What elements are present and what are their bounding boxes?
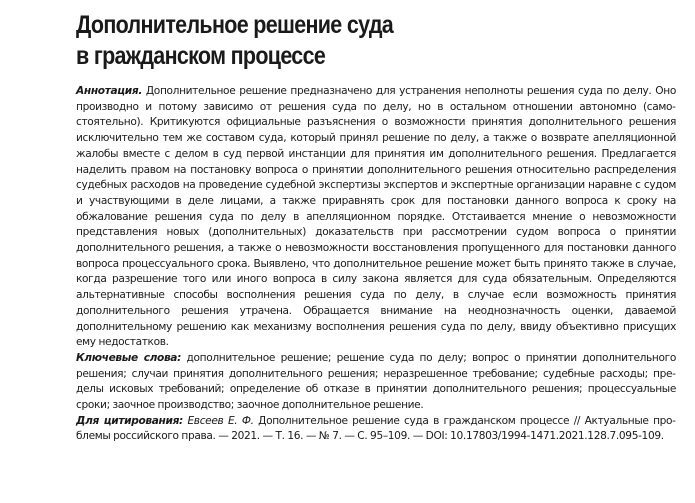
citation-label: Для цитирования: [76, 414, 183, 427]
annotation-label: Аннотация. [76, 85, 143, 97]
keywords-paragraph [76, 351, 676, 414]
article-page [76, 10, 676, 445]
title-line-1: Дополнительное решение суда [76, 11, 394, 39]
citation-text: Дополнительное решение суда в гражданском процессе // Актуальные проблемы российского права. — 2021. — Т. 16. — № 7. — С. 95–109. — DOI: 10.17803/1994-1471.2021.128.7.095-109. [76, 414, 676, 443]
keywords-label: Ключевые слова: [76, 351, 181, 364]
annotation-text: Дополнительное решение предназначено для устранения неполноты решения суда по делу. Оно производно и потому зависимо от решения суда по делу, но в остальном отношении автономно (самостоятельно). Критикуются официальные разъяснения о возможности принятия дополнительного решения исключительно тем же составом суда, который принял решение по делу, а также о возврате апелляционной жалобы вместе с делом в суд первой инстанции для принятия им дополнительного решения. Предлагается наделить правом на постановку вопроса о принятии дополнительного решения относительно распределения судебных расходов на проведение судебной экспертизы экспертов и экспертные организации наравне с судом и участвующими в деле лицами, а также приравнять срок для постановки данного вопроса к сроку на обжалование решения суда по делу в апелляционном порядке. Отстаивается мнение о невозможности представления новых (дополнительных) доказательств при рассмотрении судом вопроса о принятии дополнительного решения, а также о невозможности восстановления пропущенного для постановки данного вопроса процессуального срока. Выявлено, что дополнительное решение может быть принято также в случае, когда разрешение того или иного вопроса в силу закона является для суда обязательным. Определяются альтернативные способы восполнения решения суда по делу, в случае если возможность принятия дополнительного решения утрачена. Обращается внимание на неоднозначность оценки, даваемой дополнительному решению как механизму восполнения решения суда по делу, ввиду объективно присущих ему недостатков. [76, 85, 676, 349]
citation-author: Евсеев Е. Ф. [182, 414, 254, 427]
title-line-2: в гражданском процессе [76, 42, 326, 70]
annotation-paragraph [76, 84, 676, 351]
article-title [76, 10, 678, 72]
abstract-block [76, 84, 676, 445]
keywords-text: дополнительное решение; решение суда по делу; вопрос о принятии дополнительного решения; случаи принятия дополнительного решения; неразрешенное требование; судебные расходы; пределы исковых требований; определение об отказе в принятии дополнительного решения; процессуальные сроки; заочное производство; заочное дополнительное решение. [76, 351, 676, 412]
citation-paragraph [76, 414, 676, 445]
